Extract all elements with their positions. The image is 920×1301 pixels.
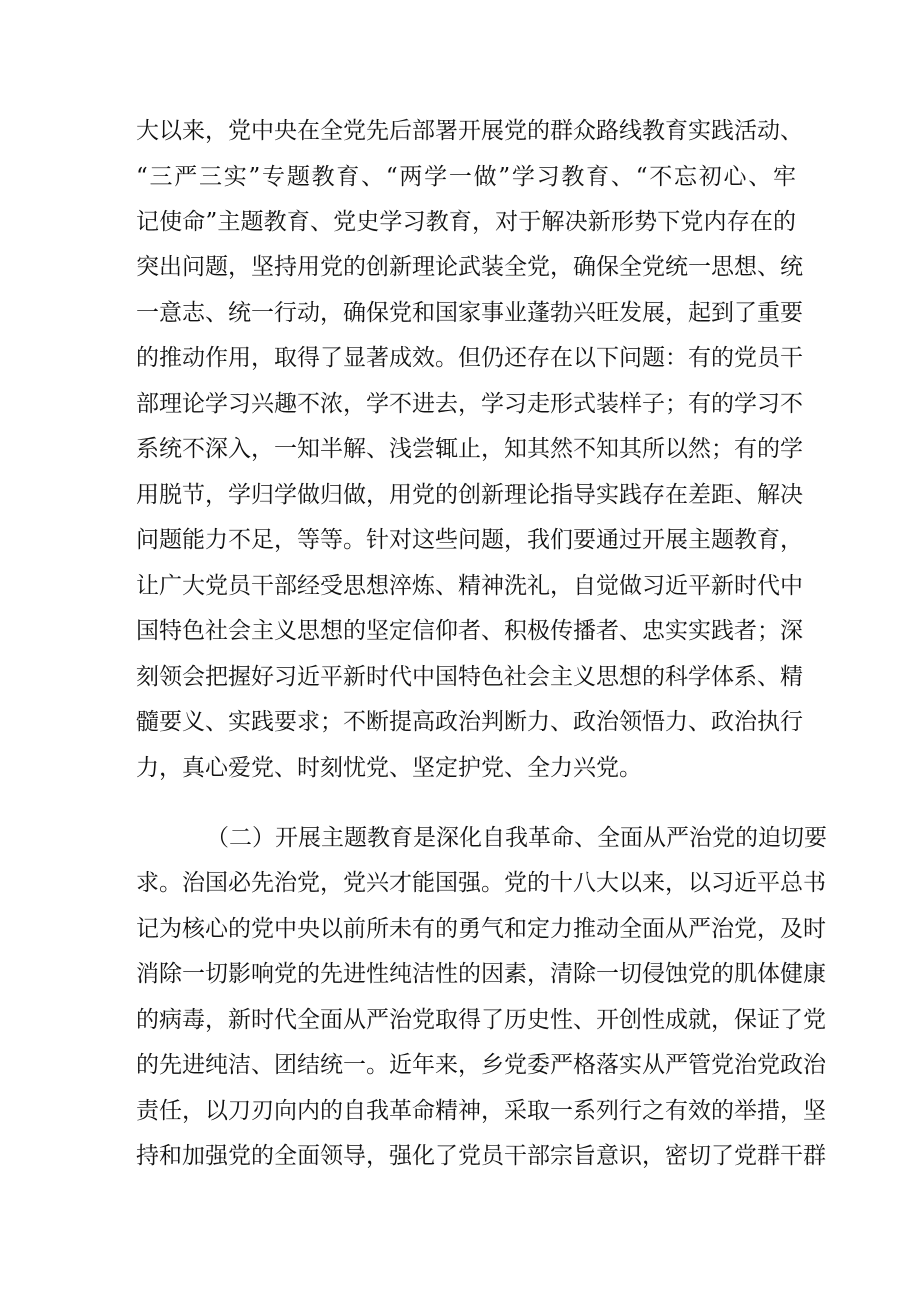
paragraph-line: 责任，以刀刃向内的自我革命精神，采取一系列行之有效的举措，坚 (136, 1098, 826, 1124)
paragraph-line: 国特色社会主义思想的坚定信仰者、积极传播者、忠实实践者；深 (136, 618, 803, 644)
paragraph-line: 持和加强党的全面领导，强化了党员干部宗旨意识，密切了党群干群 (136, 1143, 826, 1169)
paragraph-line: 突出问题，坚持用党的创新理论武装全党，确保全党统一思想、统 (136, 254, 803, 280)
paragraph-line: 部理论学习兴趣不浓，学不进去，学习走形式装样子；有的学习不 (136, 391, 803, 417)
paragraph-line: 求。治国必先治党，党兴才能国强。党的十八大以来，以习近平总书 (136, 870, 826, 896)
paragraph-line: 的先进纯洁、团结统一。近年来，乡党委严格落实从严管党治党政治 (136, 1052, 826, 1078)
paragraph-line: 让广大党员干部经受思想淬炼、精神洗礼，自觉做习近平新时代中 (136, 573, 803, 599)
paragraph-line: 刻领会把握好习近平新时代中国特色社会主义思想的科学体系、精 (136, 664, 803, 690)
paragraph-line: 系统不深入，一知半解、浅尝辄止，知其然不知其所以然；有的学 (136, 436, 803, 462)
paragraph-line: 消除一切影响党的先进性纯洁性的因素，清除一切侵蚀党的肌体健康 (136, 961, 826, 987)
paragraph-line: 大以来，党中央在全党先后部署开展党的群众路线教育实践活动、 (136, 118, 803, 144)
paragraph-line: 的病毒，新时代全面从严治党取得了历史性、开创性成就，保证了党 (136, 1007, 826, 1033)
paragraph-line: 问题能力不足，等等。针对这些问题，我们要通过开展主题教育， (136, 527, 803, 553)
paragraph-line: 用脱节，学归学做归做，用党的创新理论指导实践存在差距、解决 (136, 482, 803, 508)
paragraph-line: （二）开展主题教育是深化自我革命、全面从严治党的迫切要 (206, 825, 827, 851)
paragraph-line: 记使命”主题教育、党史学习教育，对于解决新形势下党内存在的 (136, 209, 796, 235)
paragraph-line: 记为核心的党中央以前所未有的勇气和定力推动全面从严治党，及时 (136, 916, 826, 942)
paragraph-line: “三严三实”专题教育、“两学一做”学习教育、“不忘初心、牢 (136, 164, 796, 190)
paragraph-line: 一意志、统一行动，确保党和国家事业蓬勃兴旺发展，起到了重要 (136, 300, 803, 326)
paragraph-line: 髓要义、实践要求；不断提高政治判断力、政治领悟力、政治执行 (136, 709, 803, 735)
paragraph-line: 的推动作用，取得了显著成效。但仍还存在以下问题：有的党员干 (136, 345, 803, 371)
paragraph-line: 力，真心爱党、时刻忧党、坚定护党、全力兴党。 (136, 755, 642, 781)
